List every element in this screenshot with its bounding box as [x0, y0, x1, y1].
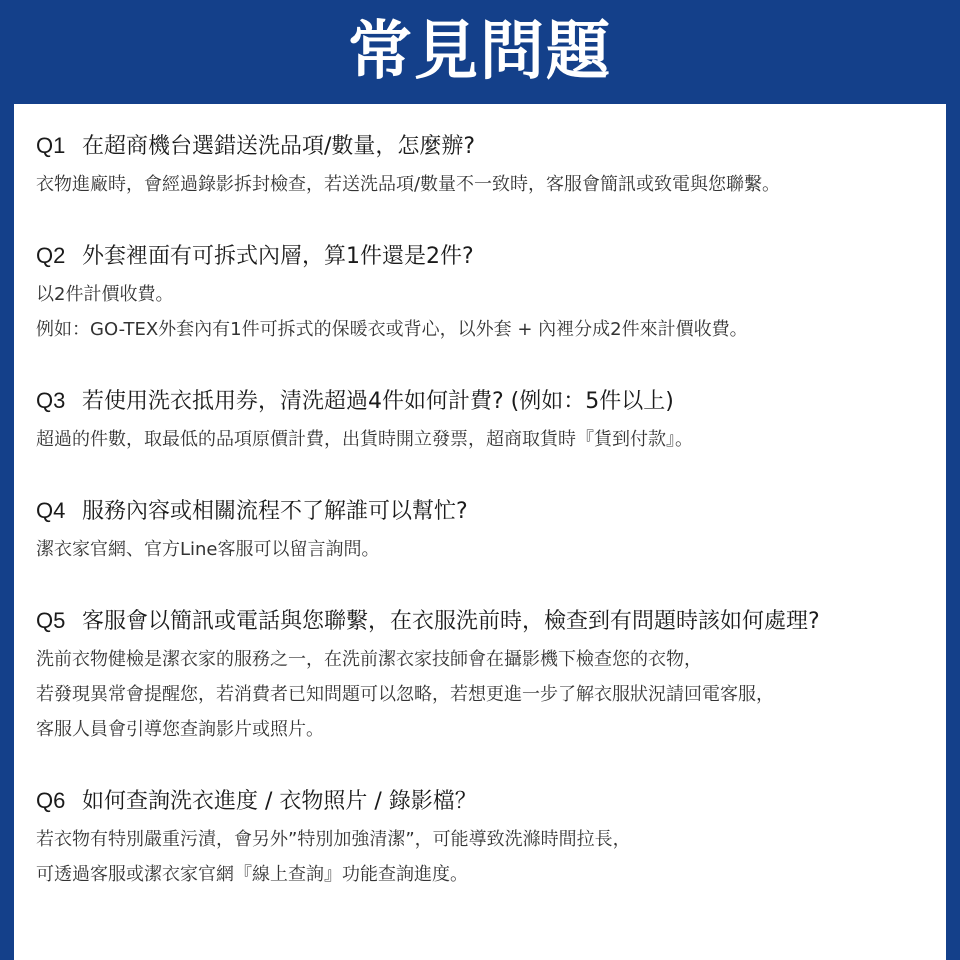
question-number: Q1	[36, 133, 66, 158]
question-text: 客服會以簡訊或電話與您聯繫，在衣服洗前時，檢查到有問題時該如何處理?	[82, 609, 820, 634]
question-number: Q2	[36, 243, 66, 268]
answer-line: 潔衣家官網、官方Line客服可以留言詢問。	[36, 539, 380, 560]
answer-line: 洗前衣物健檢是潔衣家的服務之一，在洗前潔衣家技師會在攝影機下檢查您的衣物，	[36, 649, 702, 670]
question-text: 如何查詢洗衣進度 / 衣物照片 / 錄影檔？	[82, 789, 477, 814]
answer-line: 若衣物有特別嚴重污漬，會另外”特別加強清潔”，可能導致洗滌時間拉長，	[36, 829, 631, 850]
question-number: Q5	[36, 608, 66, 633]
faq-item-q6	[36, 785, 932, 892]
question-number: Q6	[36, 788, 66, 813]
question-q4	[36, 495, 932, 528]
answer-line: 例如：GO-TEX外套內有1件可拆式的保暖衣或背心，以外套 + 內裡分成2件來計價收費。	[36, 319, 748, 340]
faq-item-q2	[36, 240, 932, 347]
question-text: 在超商機台選錯送洗品項/數量，怎麼辦?	[82, 134, 476, 159]
faq-header	[14, 0, 946, 104]
faq-item-q1	[36, 130, 932, 202]
answer-line: 若發現異常會提醒您，若消費者已知問題可以忽略，若想更進一步了解衣服狀況請回電客服，	[36, 684, 774, 705]
question-q3	[36, 385, 932, 418]
question-text: 服務內容或相關流程不了解誰可以幫忙?	[82, 499, 468, 524]
answer-line: 客服人員會引導您查詢影片或照片。	[36, 719, 324, 740]
question-q1	[36, 130, 932, 163]
answer-line: 超過的件數，取最低的品項原價計費，出貨時開立發票，超商取貨時『貨到付款』。	[36, 429, 693, 450]
question-q6	[36, 785, 932, 818]
question-q2	[36, 240, 932, 273]
faq-item-q5	[36, 605, 932, 747]
faq-content	[14, 104, 946, 960]
page-title: 常見問題	[348, 15, 612, 89]
answer-line: 可透過客服或潔衣家官網『線上查詢』功能查詢進度。	[36, 864, 468, 885]
question-q5	[36, 605, 932, 638]
faq-item-q4	[36, 495, 932, 567]
question-number: Q4	[36, 498, 66, 523]
question-text: 外套裡面有可拆式內層，算1件還是2件?	[82, 244, 474, 269]
question-number: Q3	[36, 388, 66, 413]
answer-line: 以2件計價收費。	[36, 284, 174, 305]
faq-item-q3	[36, 385, 932, 457]
question-text: 若使用洗衣抵用券，清洗超過4件如何計費? (例如：5件以上)	[82, 389, 674, 414]
answer-line: 衣物進廠時，會經過錄影拆封檢查，若送洗品項/數量不一致時，客服會簡訊或致電與您聯繫。	[36, 174, 781, 195]
